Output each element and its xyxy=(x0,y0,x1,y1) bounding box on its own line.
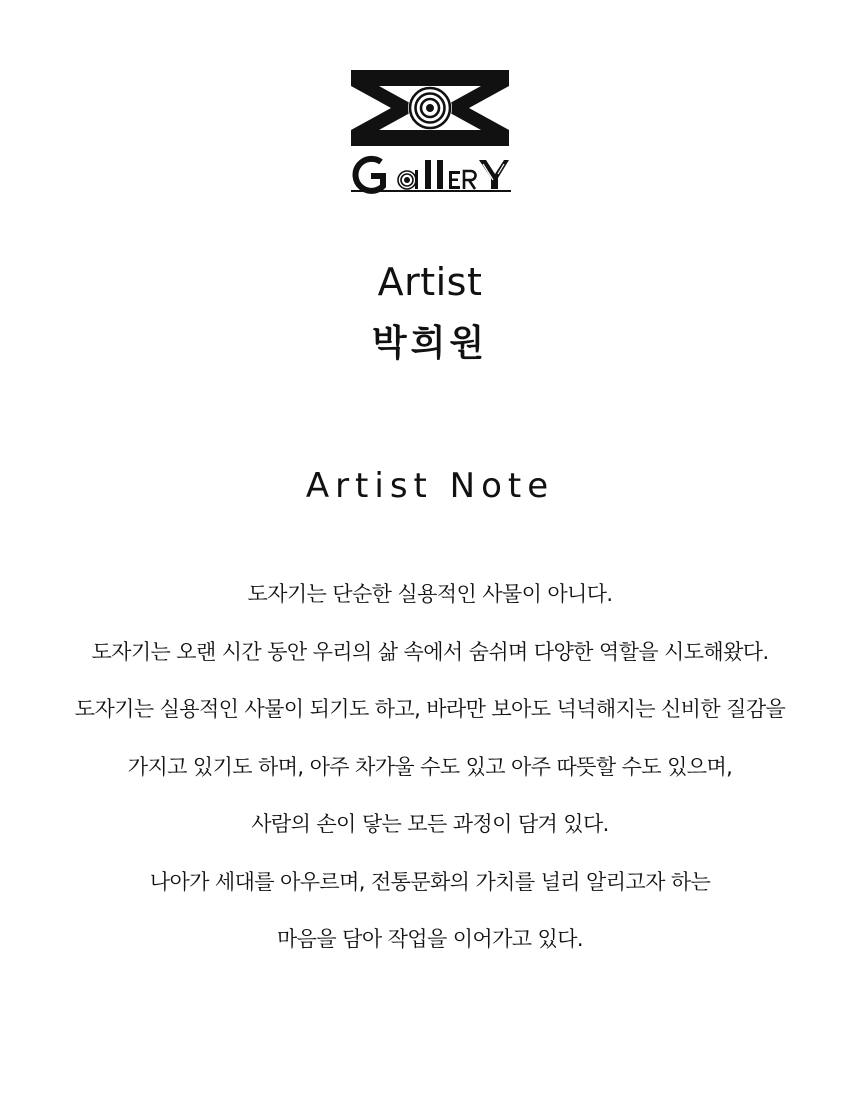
artist-note-title: Artist Note xyxy=(305,466,555,506)
gallery-logo-icon xyxy=(349,68,511,196)
note-line: 사람의 손이 닿는 모든 과정이 담겨 있다. xyxy=(251,812,609,836)
artist-label: Artist xyxy=(377,260,483,304)
artist-note-body xyxy=(0,576,860,979)
gallery-logo xyxy=(349,68,511,196)
note-line: 도자기는 실용적인 사물이 되기도 하고, 바라만 보아도 넉넉해지는 신비한 질감을 xyxy=(74,697,786,721)
note-line: 나아가 세대를 아우르며, 전통문화의 가치를 널리 알리고자 하는 xyxy=(149,869,711,894)
note-line: 도자기는 단순한 실용적인 사물이 아니다. xyxy=(247,582,613,606)
artist-name: 박희원 xyxy=(371,323,489,364)
note-line: 도자기는 오랜 시간 동안 우리의 삶 속에서 숨쉬며 다양한 역할을 시도해왔다. xyxy=(91,639,769,664)
note-line: 가지고 있기도 하며, 아주 차가울 수도 있고 아주 따뜻할 수도 있으며, xyxy=(127,754,733,779)
note-line: 마음을 담아 작업을 이어가고 있다. xyxy=(277,927,583,951)
